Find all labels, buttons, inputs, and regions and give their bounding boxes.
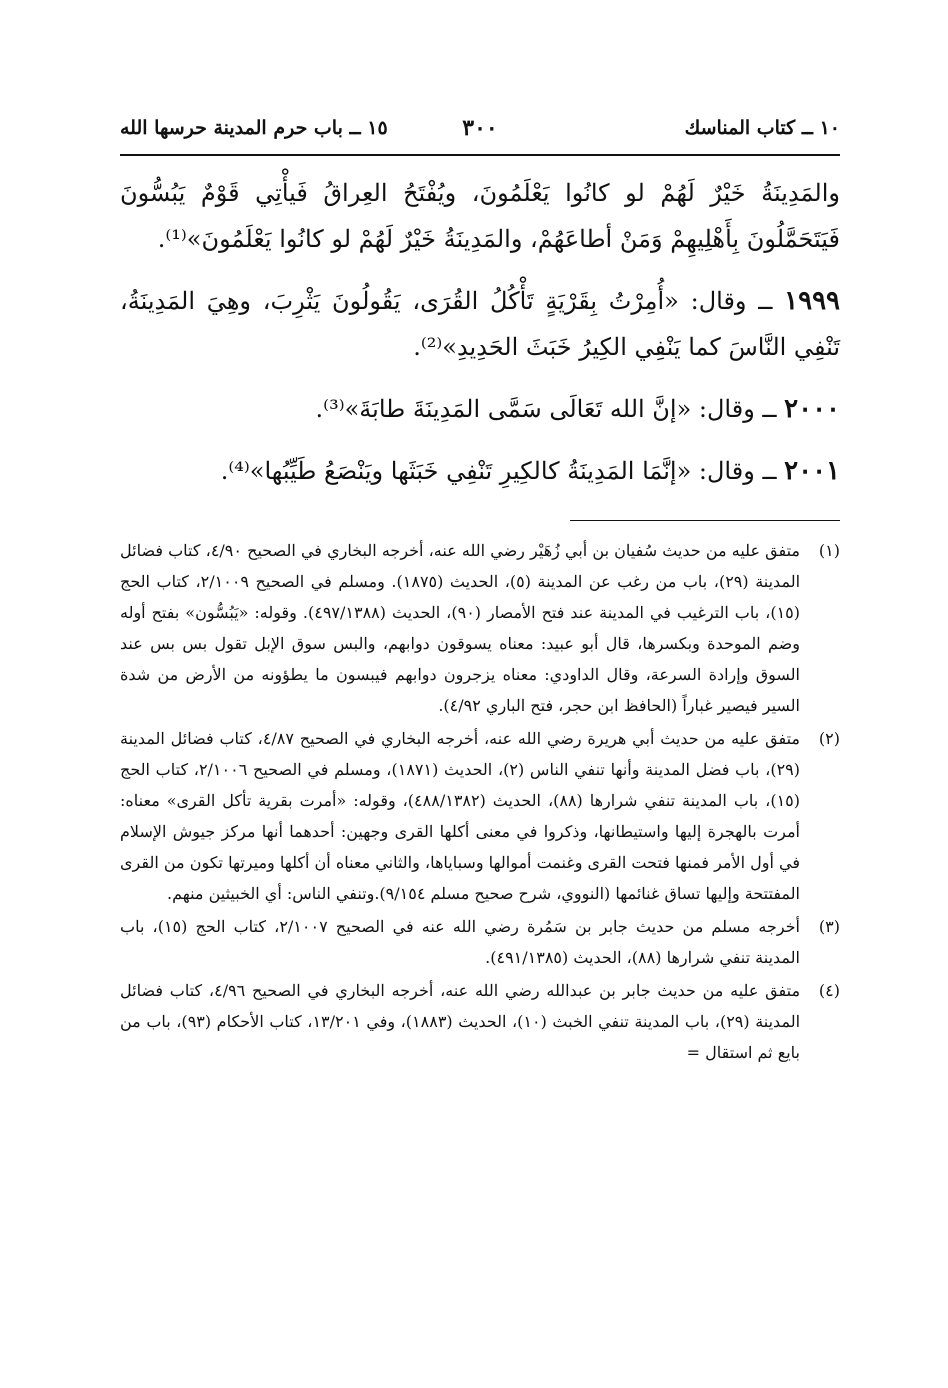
main-text (120, 170, 840, 494)
footnotes (120, 535, 840, 1068)
footnote-number: (١) (818, 541, 840, 560)
hadith-paragraph (120, 278, 840, 370)
hadith-number: ١٩٩٩ (784, 286, 840, 316)
footnote-number: (٣) (818, 917, 840, 936)
footnote (120, 911, 840, 973)
footnote-text: أخرجه مسلم من حديث جابر بن سَمُرة رضي الله عنه في الصحيح ٢/١٠٠٧، كتاب الحج (١٥)، باب المدينة تنفي شرارها (٨٨)، الحديث (٤٩١/١٣٨٥). (120, 917, 800, 967)
hadith-text: والمَدِينَةُ خَيْرٌ لَهُمْ لو كانُوا يَعْلَمُونَ، ويُفْتَحُ العِراقُ فَيأْتِي قَوْمٌ يَبُسُّونَ فَيَتَحَمَّلُونَ بِأَهْلِيهِمْ وَمَنْ أطاعَهُمْ، والمَدِينَةُ خَيْرٌ لَهُمْ لو كانُوا يَعْلَمُونَ»⁽¹⁾. (120, 179, 840, 253)
hadith-paragraph (120, 170, 840, 262)
hadith-number: ٢٠٠٠ (784, 394, 840, 424)
book-page (120, 104, 840, 1304)
header-rule (120, 154, 840, 156)
hadith-paragraph (120, 448, 840, 494)
footnote (120, 975, 840, 1068)
hadith-number: ٢٠٠١ (784, 456, 840, 486)
chapter-title: ١٠ ــ كتاب المناسك (684, 117, 840, 139)
footnote-separator (570, 520, 840, 521)
page-header (120, 104, 840, 152)
footnote (120, 723, 840, 909)
footnote-text: متفق عليه من حديث أبي هريرة رضي الله عنه، أخرجه البخاري في الصحيح ٤/٨٧، كتاب فضائل المدينة (٢٩)، باب فضل المدينة وأنها تنفي الناس (٢)، الحديث (١٨٧١)، ومسلم في الصحيح ٢/١٠٠٦، كتاب الحج (١٥)، باب المدينة تنفي شرارها (٨٨)، الحديث (٤٨٨/١٣٨٢)، وقوله: «أمرت بقرية تأكل القرى» معناه: أمرت بالهجرة إليها واستيطانها، وذكروا في معنى أكلها القرى وجهين: أحدهما أنها مركز جيوش الإسلام في أول الأمر فمنها فتحت القرى وغنمت أموالها وسباياها، والثاني معناه أن أكلها وميرتها تكون من القرى المفتتحة وإليها تساق غنائمها (النووي، شرح صحيح مسلم ٩/١٥٤).وتنفي الناس: أي الخبيثين منهم. (120, 729, 801, 903)
page-number: ٣٠٠ (462, 115, 498, 141)
hadith-paragraph (120, 386, 840, 432)
footnote-text: متفق عليه من حديث جابر بن عبدالله رضي الله عنه، أخرجه البخاري في الصحيح ٤/٩٦، كتاب فضائل المدينة (٢٩)، باب المدينة تنفي الخبث (١٠)، الحديث (١٨٨٣)، وفي ١٣/٢٠١، كتاب الأحكام (٩٣)، باب من بايع ثم استقال = (120, 981, 801, 1062)
footnote-number: (٤) (818, 981, 840, 1000)
section-title: ١٥ ــ باب حرم المدينة حرسها الله (120, 117, 388, 139)
footnote (120, 535, 840, 721)
footnote-number: (٢) (818, 729, 840, 748)
hadith-text: ــ وقال: «إنَّمَا المَدِينَةُ كالكِيرِ تَنْفِي خَبَثَها ويَنْصَعُ طَيِّبُها»⁽⁴⁾. (220, 457, 777, 485)
footnote-text: متفق عليه من حديث سُفيان بن أبي زُهَيْر رضي الله عنه، أخرجه البخاري في الصحيح ٤/٩٠، كتاب فضائل المدينة (٢٩)، باب من رغب عن المدينة (٥)، الحديث (١٨٧٥). ومسلم في الصحيح ٢/١٠٠٩، كتاب الحج (١٥)، باب الترغيب في المدينة عند فتح الأمصار (٩٠)، الحديث (٤٩٧/١٣٨٨). وقوله: «يَبُسُّون» بفتح أوله وضم الموحدة وبكسرها، قال أبو عبيد: معناه يسوقون دوابهم، والبس سوق الإبل تقول بس بس عند السوق وإرادة السرعة، وقال الداودي: معناه يزجرون دوابهم فيبسون ما يطؤونه من الأرض من شدة السير فيصير غباراً (الحافظ ابن حجر، فتح الباري ٤/٩٢). (120, 541, 801, 715)
hadith-text: ــ وقال: «إنَّ الله تَعَالَى سَمَّى المَدِينَةَ طابَةَ»⁽³⁾. (315, 395, 777, 423)
hadith-text: ــ وقال: «أُمِرْتُ بِقَرْيَةٍ تَأْكُلُ القُرَى، يَقُولُونَ يَثْرِبَ، وهِيَ المَدِينَةُ، تَنْفِي النَّاسَ كما يَنْفِي الكِيرُ خَبَثَ الحَدِيدِ»⁽²⁾. (120, 287, 840, 361)
